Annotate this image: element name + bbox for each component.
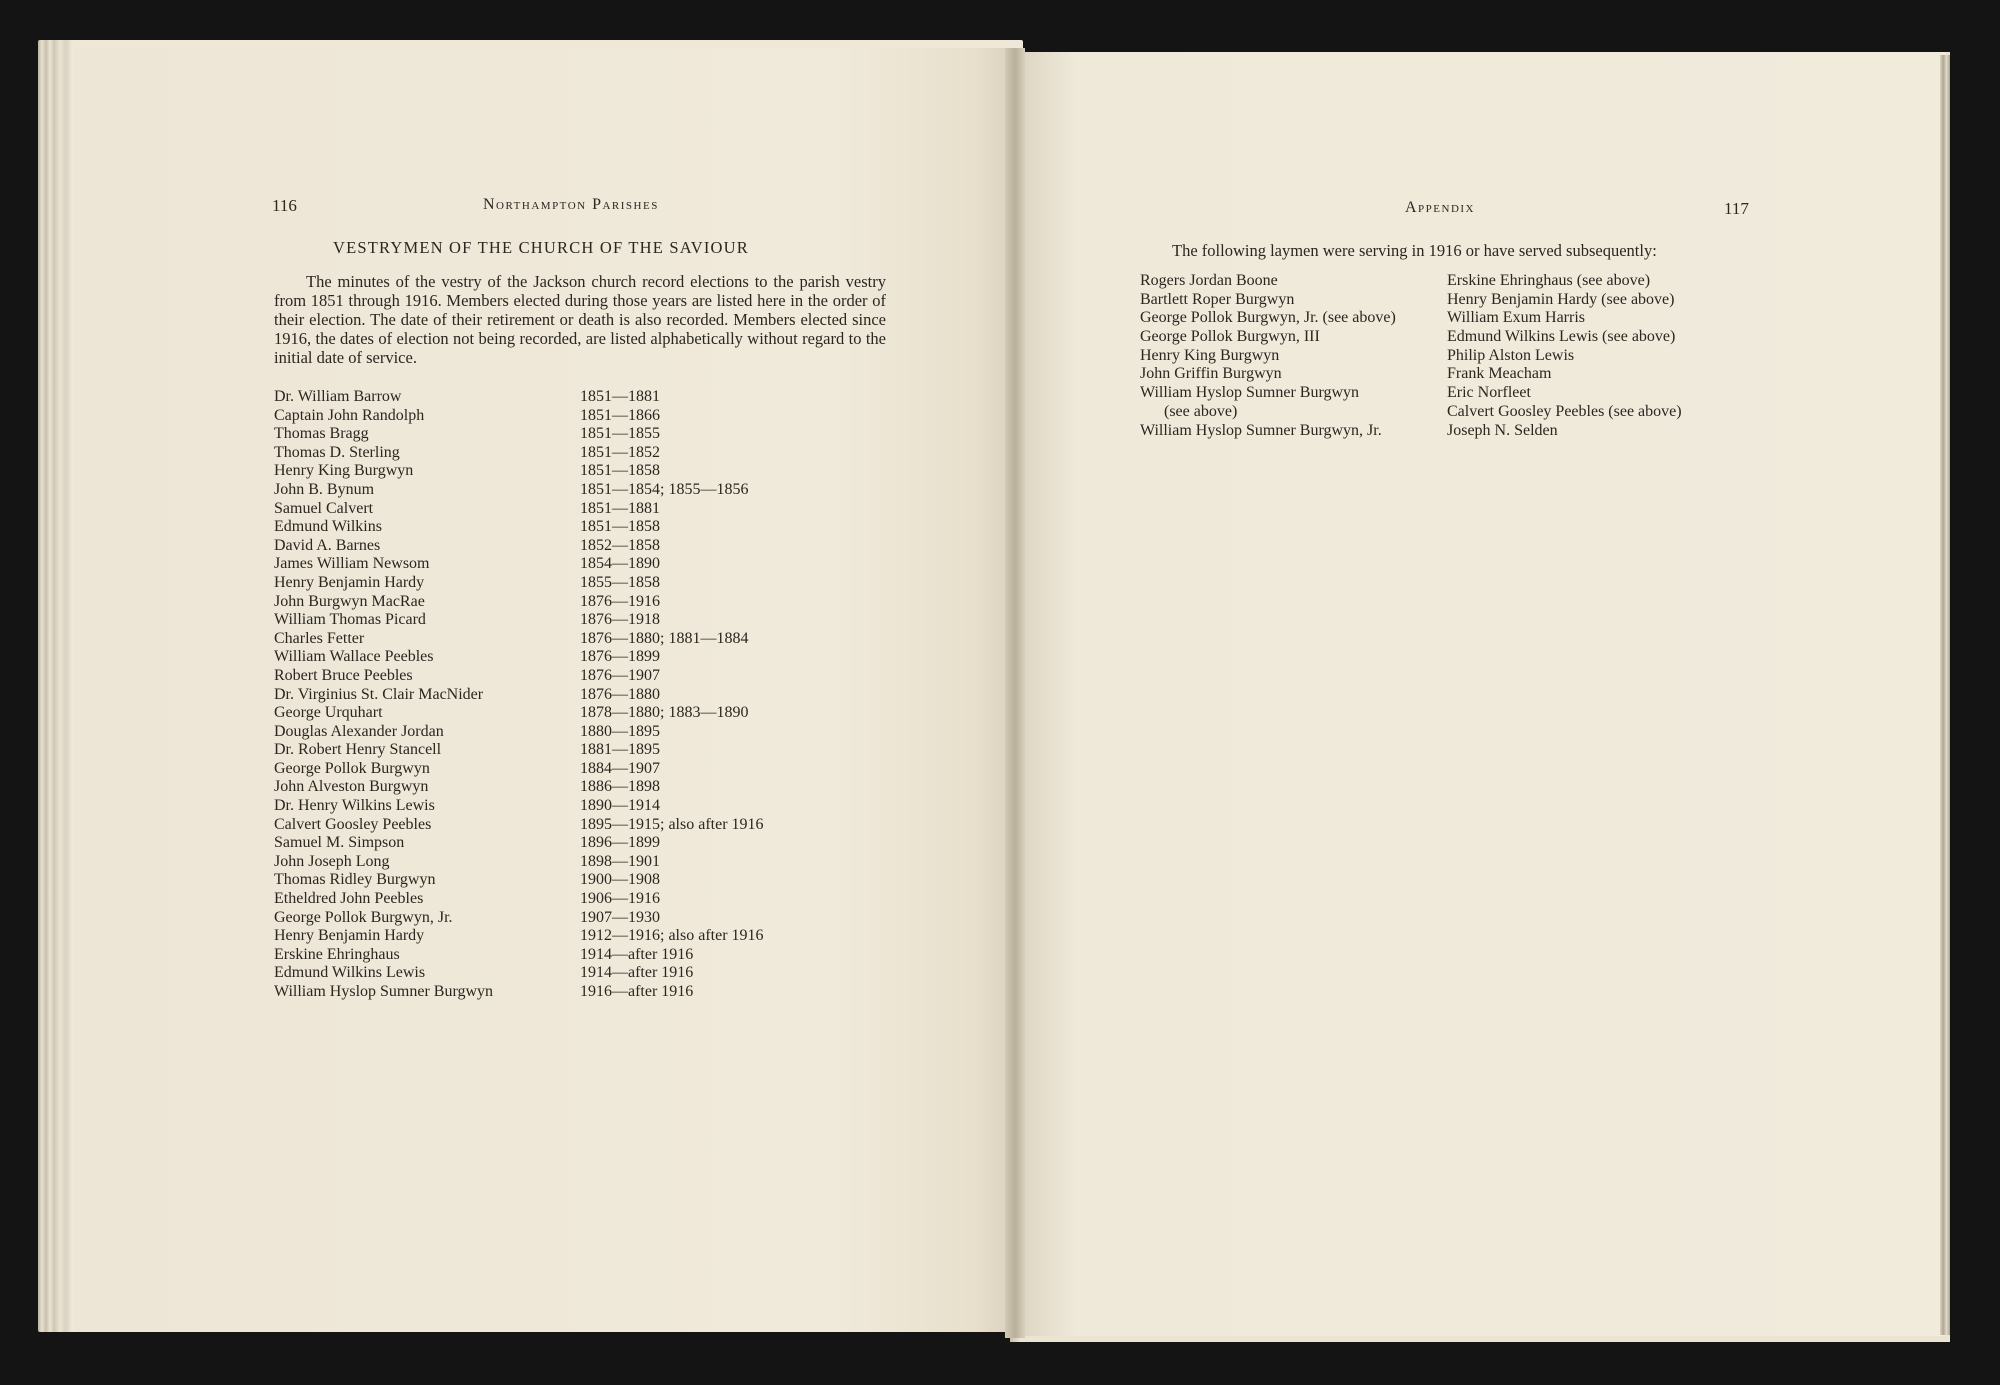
vestryman-dates: 1880—1895: [580, 722, 660, 740]
vestryman-name: Edmund Wilkins: [274, 518, 382, 536]
vestryman-dates: 1895—1915; also after 1916: [580, 815, 764, 833]
layman-entry: Calvert Goosley Peebles (see above): [1447, 402, 1682, 420]
right-fore-edge: [1940, 55, 1950, 1335]
vestryman-dates: 1851—1866: [580, 406, 660, 424]
vestryman-name: George Pollok Burgwyn: [274, 759, 430, 777]
section-title: VESTRYMEN OF THE CHURCH OF THE SAVIOUR: [333, 238, 749, 257]
vestryman-dates: 1886—1898: [580, 778, 660, 796]
vestryman-dates: 1876—1880; 1881—1884: [580, 629, 749, 647]
vestryman-dates: 1896—1899: [580, 834, 660, 852]
right-running-head: Appendix: [1405, 199, 1476, 216]
book-gutter: [1005, 48, 1025, 1338]
layman-entry: John Griffin Burgwyn: [1140, 365, 1282, 383]
vestryman-name: Erskine Ehringhaus: [274, 945, 400, 963]
vestryman-dates: 1906—1916: [580, 890, 660, 908]
layman-entry: William Exum Harris: [1447, 309, 1585, 327]
vestryman-dates: 1851—1858: [580, 518, 660, 536]
layman-entry: Henry King Burgwyn: [1140, 346, 1280, 364]
vestryman-name: George Urquhart: [274, 704, 383, 722]
vestryman-dates: 1881—1895: [580, 741, 660, 759]
vestryman-dates: 1912—1916; also after 1916: [580, 927, 764, 945]
vestryman-name: Samuel Calvert: [274, 499, 374, 517]
vestryman-name: James William Newsom: [274, 555, 430, 573]
vestryman-dates: 1855—1858: [580, 573, 660, 591]
vestryman-dates: 1884—1907: [580, 759, 660, 777]
vestryman-name: Dr. Henry Wilkins Lewis: [274, 797, 435, 815]
vestrymen-dates: [580, 388, 764, 1002]
vestryman-dates: 1851—1858: [580, 462, 660, 480]
vestryman-dates: 1876—1880: [580, 685, 660, 703]
layman-entry: Bartlett Roper Burgwyn: [1140, 290, 1295, 308]
vestryman-name: Charles Fetter: [274, 629, 365, 647]
left-running-head: Northampton Parishes: [483, 196, 659, 213]
vestryman-dates: 1914—after 1916: [580, 964, 694, 982]
vestryman-dates: 1878—1880; 1883—1890: [580, 704, 749, 722]
vestryman-name: Robert Bruce Peebles: [274, 666, 413, 684]
vestryman-name: Douglas Alexander Jordan: [274, 722, 444, 740]
vestryman-name: Edmund Wilkins Lewis: [274, 964, 426, 982]
vestryman-dates: 1914—after 1916: [580, 945, 694, 963]
vestryman-name: Thomas D. Sterling: [274, 443, 400, 461]
laymen-lead-text: The following laymen were serving in 1916 or have served subsequently:: [1172, 241, 1657, 260]
intro-paragraph: The minutes of the vestry of the Jackson church record elections to the parish vestry from 1851 through 1916. Members elected during those years are listed here in the order of their election. The date of their retirement or death is also recorded. Members elected since 1916, the dates of election not being recorded, are listed alphabetically without regard to the initial date of service.: [274, 272, 886, 367]
layman-entry: Frank Meacham: [1447, 365, 1552, 383]
layman-entry: (see above): [1164, 402, 1238, 420]
layman-entry: William Hyslop Sumner Burgwyn: [1140, 384, 1360, 402]
vestryman-name: Henry King Burgwyn: [274, 462, 414, 480]
vestryman-name: Calvert Goosley Peebles: [274, 815, 432, 833]
vestryman-dates: 1898—1901: [580, 852, 660, 870]
vestryman-name: Dr. Robert Henry Stancell: [274, 741, 442, 759]
vestryman-name: George Pollok Burgwyn, Jr.: [274, 908, 453, 926]
vestryman-name: Etheldred John Peebles: [274, 890, 424, 908]
vestryman-dates: 1851—1881: [580, 388, 660, 405]
vestrymen-names: [274, 388, 493, 1002]
layman-entry: George Pollok Burgwyn, III: [1140, 328, 1320, 346]
layman-entry: William Hyslop Sumner Burgwyn, Jr.: [1140, 421, 1382, 439]
vestryman-dates: 1851—1854; 1855—1856: [580, 480, 749, 498]
vestryman-name: Thomas Ridley Burgwyn: [274, 871, 436, 889]
laymen-column-a: [1140, 272, 1396, 440]
layman-entry: Joseph N. Selden: [1447, 421, 1558, 439]
vestryman-name: Samuel M. Simpson: [274, 834, 405, 852]
vestryman-dates: 1916—after 1916: [580, 983, 694, 1000]
layman-entry: Erskine Ehringhaus (see above): [1447, 272, 1651, 289]
vestryman-dates: 1890—1914: [580, 797, 660, 815]
vestryman-dates: 1900—1908: [580, 871, 660, 889]
left-page-number: 116: [272, 196, 297, 215]
vestryman-name: Captain John Randolph: [274, 406, 425, 424]
vestryman-dates: 1851—1855: [580, 425, 660, 443]
vestryman-name: William Hyslop Sumner Burgwyn: [274, 983, 494, 1000]
vestryman-dates: 1876—1899: [580, 648, 660, 666]
right-page-number: 117: [1724, 199, 1749, 218]
layman-entry: Eric Norfleet: [1447, 384, 1531, 402]
layman-entry: Edmund Wilkins Lewis (see above): [1447, 328, 1676, 346]
vestryman-dates: 1851—1881: [580, 499, 660, 517]
vestryman-name: Henry Benjamin Hardy: [274, 927, 425, 945]
vestryman-name: William Thomas Picard: [274, 611, 426, 629]
vestryman-dates: 1851—1852: [580, 443, 660, 461]
vestryman-name: John Burgwyn MacRae: [274, 592, 425, 610]
vestryman-name: John Alveston Burgwyn: [274, 778, 429, 796]
vestryman-name: Dr. William Barrow: [274, 388, 402, 405]
vestryman-name: Thomas Bragg: [274, 425, 369, 443]
vestryman-dates: 1907—1930: [580, 908, 660, 926]
vestryman-name: John B. Bynum: [274, 480, 375, 498]
vestryman-name: William Wallace Peebles: [274, 648, 434, 666]
vestryman-dates: 1876—1918: [580, 611, 660, 629]
layman-entry: Philip Alston Lewis: [1447, 346, 1575, 364]
vestryman-name: Henry Benjamin Hardy: [274, 573, 425, 591]
layman-entry: Rogers Jordan Boone: [1140, 272, 1278, 289]
layman-entry: George Pollok Burgwyn, Jr. (see above): [1140, 309, 1396, 327]
vestryman-name: Dr. Virginius St. Clair MacNider: [274, 685, 484, 703]
vestryman-dates: 1852—1858: [580, 536, 660, 554]
vestryman-dates: 1876—1907: [580, 666, 660, 684]
vestryman-dates: 1854—1890: [580, 555, 660, 573]
vestryman-name: John Joseph Long: [274, 852, 390, 870]
layman-entry: Henry Benjamin Hardy (see above): [1447, 290, 1675, 308]
vestryman-name: David A. Barnes: [274, 536, 381, 554]
laymen-column-b: [1447, 272, 1682, 440]
vestryman-dates: 1876—1916: [580, 592, 660, 610]
